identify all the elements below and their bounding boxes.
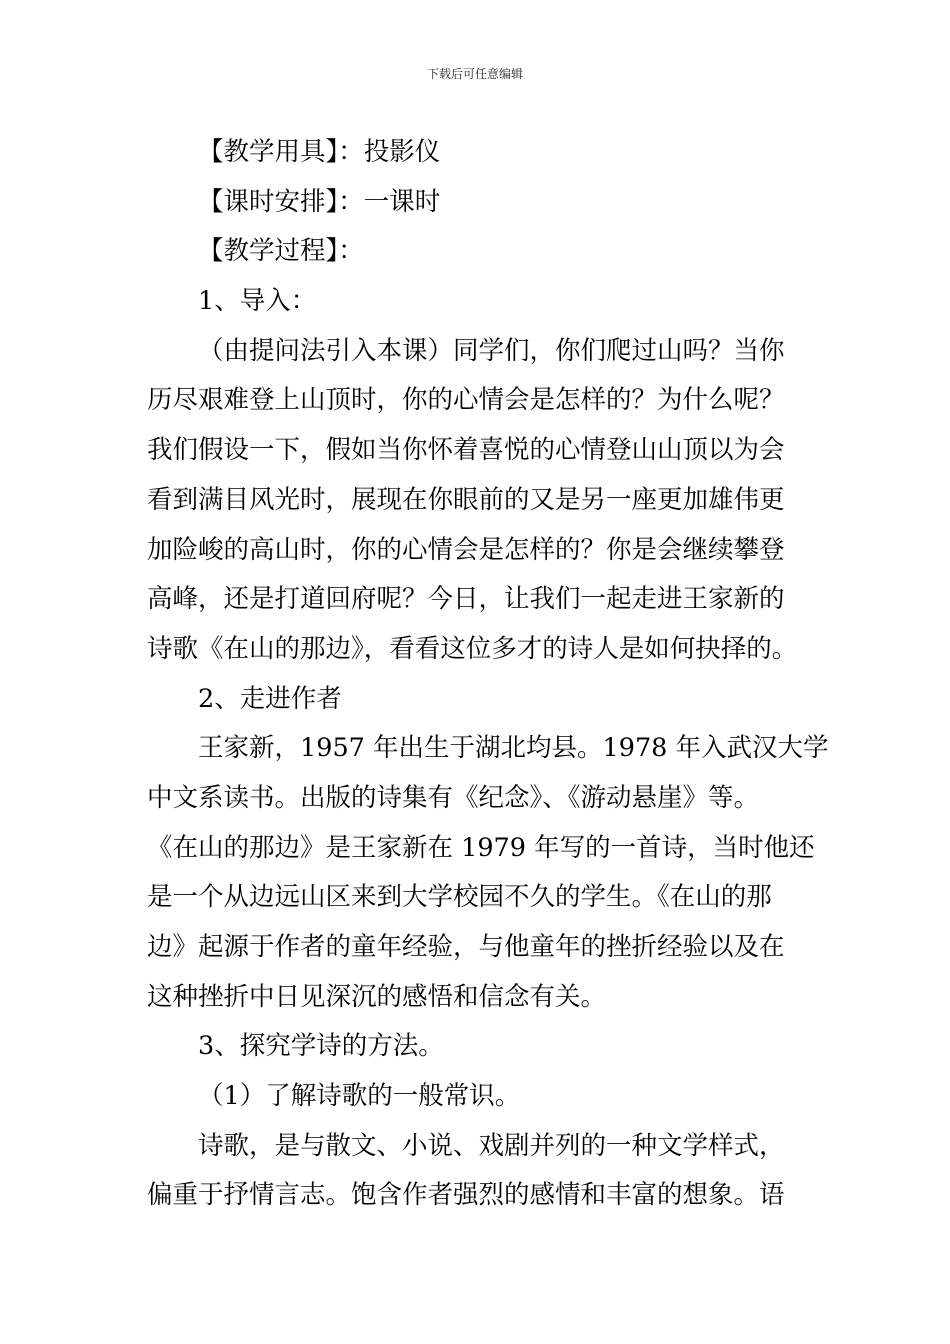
text-line: 中文系读书。出版的诗集有《纪念》、《游动悬崖》等。 [147, 782, 760, 813]
text-line: 【课时安排】：一课时 [198, 186, 441, 217]
text-line: 王家新，1957 年出生于湖北均县。1978 年入武汉大学 [198, 733, 829, 764]
text-line: （由提问法引入本课）同学们，你们爬过山吗？当你 [198, 335, 785, 366]
text-line: 2、走进作者 [198, 683, 342, 714]
text-line: 我们假设一下，假如当你怀着喜悦的心情登山山顶以为会 [147, 435, 785, 466]
text-line: 是一个从边远山区来到大学校园不久的学生。《在山的那 [147, 882, 772, 913]
text-line: 高峰，还是打道回府呢？今日，让我们一起走进王家新的 [147, 584, 785, 615]
text-line: 历尽艰难登上山顶时，你的心情会是怎样的？为什么呢？ [147, 385, 785, 416]
document-body [147, 128, 829, 1221]
text-line: 【教学过程】： [198, 236, 364, 267]
text-line: 边》起源于作者的童年经验，与他童年的挫折经验以及在 [147, 932, 785, 962]
text-line: （1）了解诗歌的一般常识。 [198, 1081, 521, 1112]
text-line: 这种挫折中日见深沉的感悟和信念有关。 [147, 981, 607, 1012]
page-header: 下载后可任意编辑 [426, 67, 523, 81]
text-line: 加险峻的高山时，你的心情会是怎样的？你是会继续攀登 [147, 534, 785, 565]
text-line: 《在山的那边》是王家新在 1979 年写的一首诗，当时他还 [147, 832, 815, 863]
text-line: 诗歌《在山的那边》，看看这位多才的诗人是如何抉择的。 [147, 633, 798, 664]
text-line: 偏重于抒情言志。饱含作者强烈的感情和丰富的想象。语 [147, 1180, 785, 1211]
text-line: 1、导入： [198, 286, 317, 317]
text-line: 3、探究学诗的方法。 [198, 1031, 444, 1062]
text-line: 【教学用具】：投影仪 [198, 137, 441, 167]
text-line: 诗歌，是与散文、小说、戏剧并列的一种文学样式， [198, 1130, 785, 1161]
text-line: 看到满目风光时，展现在你眼前的又是另一座更加雄伟更 [147, 484, 785, 515]
